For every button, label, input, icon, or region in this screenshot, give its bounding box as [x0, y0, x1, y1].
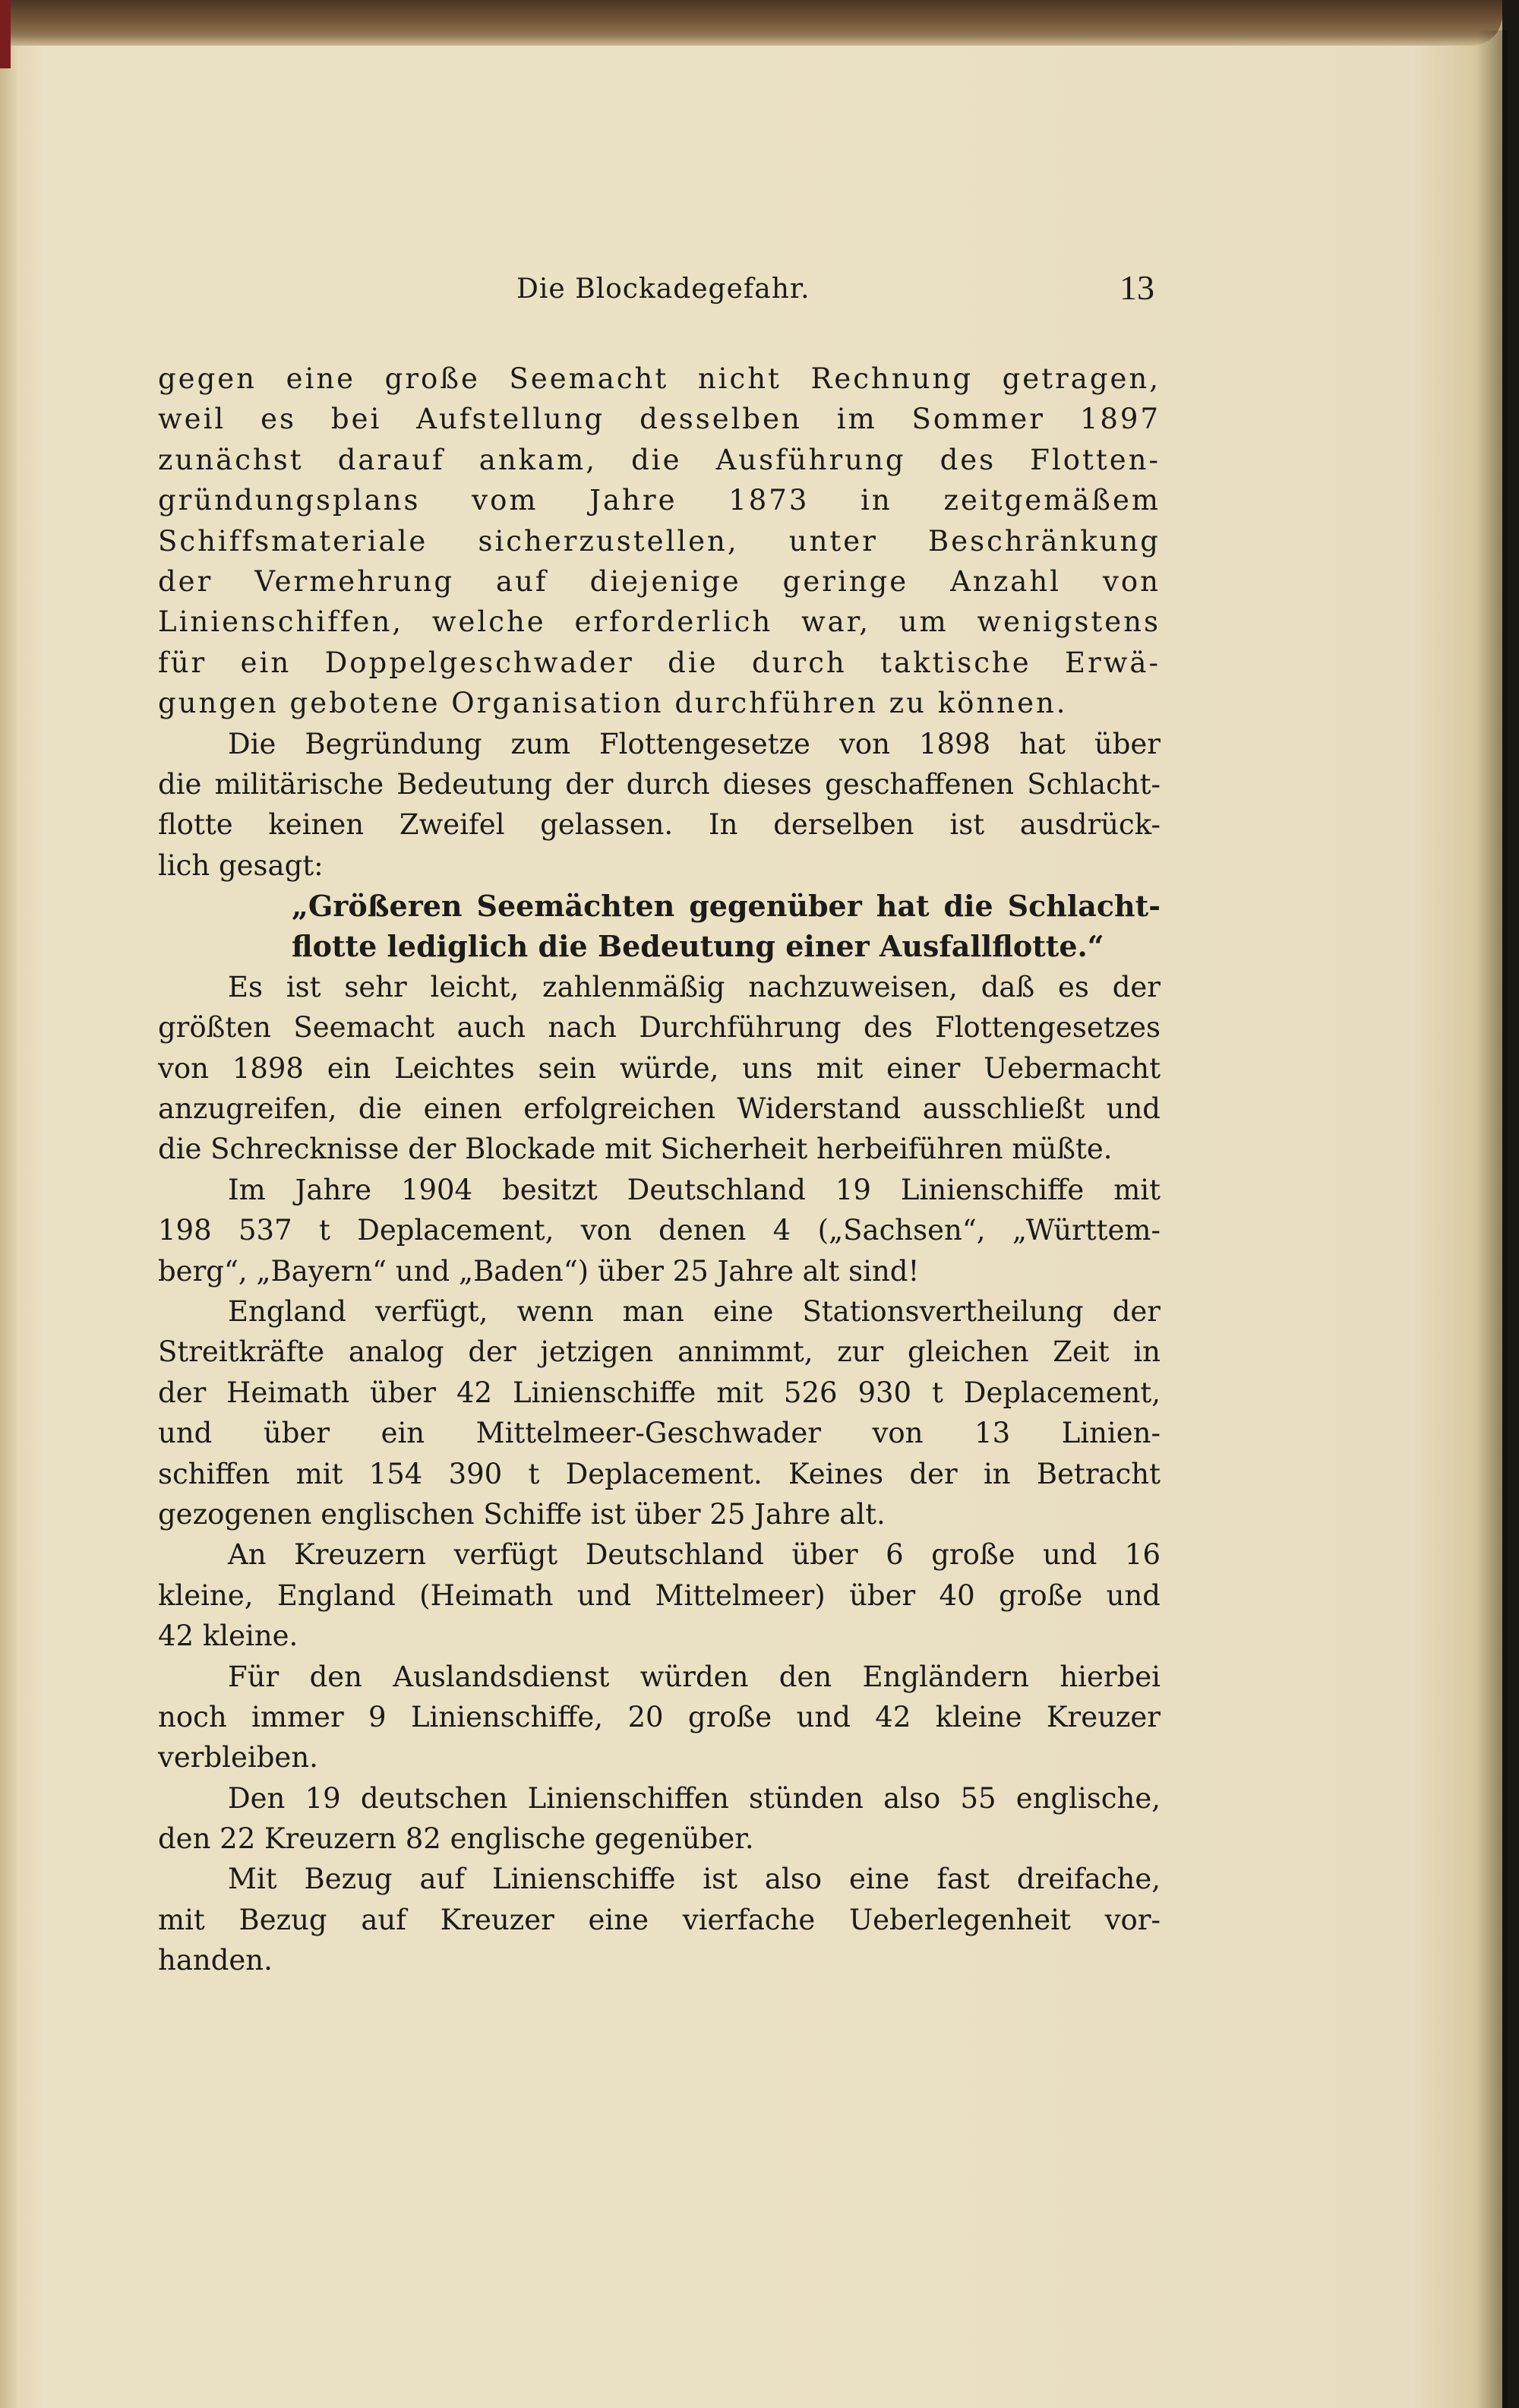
quote-line: flotte lediglich die Bedeutung einer Ausfallflotte.“ [292, 929, 1104, 964]
paragraph-start: An Kreuzern verfügt Deutschland über 6 große und 16 [228, 1538, 1161, 1572]
paragraph-start: England verfügt, wenn man eine Stationsvertheilung der [228, 1294, 1161, 1328]
text-line: Streitkräfte analog der jetzigen annimmt, zur gleichen Zeit in [158, 1335, 1161, 1369]
text-line: den 22 Kreuzern 82 englische gegenüber. [158, 1822, 754, 1856]
text-line: der Vermehrung auf diejenige geringe Anzahl von [158, 564, 1161, 598]
running-head [152, 268, 1154, 319]
quote-line: „Größeren Seemächten gegenüber hat die Schlacht- [292, 889, 1161, 924]
text-line: der Heimath über 42 Linienschiffe mit 526 930 t Deplacement, [158, 1376, 1161, 1409]
text-line: gezogenen englischen Schiffe ist über 25 Jahre alt. [158, 1497, 886, 1531]
paragraph-start: Den 19 deutschen Linienschiffen stünden also 55 englische, [228, 1781, 1161, 1815]
text-line: lich gesagt: [158, 848, 324, 882]
text-line: die militärische Bedeutung der durch dieses geschaffenen Schlacht- [158, 767, 1161, 801]
text-line: 198 537 t Deplacement, von denen 4 („Sachsen“, „Württem- [158, 1214, 1161, 1247]
paragraph-start: Die Begründung zum Flottengesetze von 1898 hat über [228, 727, 1161, 760]
paragraph-start: Im Jahre 1904 besitzt Deutschland 19 Linienschiffe mit [228, 1173, 1161, 1206]
paragraph-start: Mit Bezug auf Linienschiffe ist also eine fast dreifache, [228, 1863, 1161, 1896]
text-line: 42 kleine. [158, 1620, 298, 1653]
text-line: gegen eine große Seemacht nicht Rechnung getragen, [158, 362, 1161, 395]
text-line: anzugreifen, die einen erfolgreichen Widerstand ausschließt und [158, 1092, 1161, 1126]
text-line: von 1898 ein Leichtes sein würde, uns mit einer Uebermacht [158, 1051, 1161, 1085]
paragraph-start: Es ist sehr leicht, zahlenmäßig nachzuweisen, daß es der [228, 970, 1161, 1003]
text-line: noch immer 9 Linienschiffe, 20 große und 42 kleine Kreuzer [158, 1700, 1161, 1733]
text-line: Schiffsmateriale sicherzustellen, unter Beschränkung [158, 524, 1161, 558]
text-line: gungen gebotene Organisation durchführen zu können. [158, 687, 1068, 720]
text-line: Linienschiffen, welche erforderlich war, um wenigstens [158, 605, 1161, 639]
text-line: verbleiben. [158, 1741, 318, 1774]
text-line: handen. [158, 1944, 273, 1977]
text-line: die Schrecknisse der Blockade mit Sicherheit herbeiführen müßte. [158, 1133, 1113, 1166]
text-line: für ein Doppelgeschwader die durch taktische Erwä- [158, 646, 1161, 679]
body-text [158, 359, 1161, 1981]
running-title: Die Blockadegefahr. [516, 273, 810, 305]
text-line: flotte keinen Zweifel gelassen. In derselben ist ausdrück- [158, 808, 1161, 842]
text-line: schiffen mit 154 390 t Deplacement. Keines der in Betracht [158, 1457, 1161, 1490]
text-line: zunächst darauf ankam, die Ausführung des Flotten- [158, 443, 1161, 476]
page-number: 13 [1120, 268, 1154, 307]
text-line: und über ein Mittelmeer-Geschwader von 13 Linien- [158, 1417, 1161, 1450]
text-line: weil es bei Aufstellung desselben im Sommer 1897 [158, 403, 1161, 436]
text-line: berg“, „Bayern“ und „Baden“) über 25 Jahre alt sind! [158, 1254, 920, 1288]
text-line: mit Bezug auf Kreuzer eine vierfache Ueberlegenheit vor- [158, 1903, 1161, 1936]
text-line: gründungsplans vom Jahre 1873 in zeitgemäßem [158, 484, 1161, 517]
text-line: kleine, England (Heimath und Mittelmeer) über 40 große und [158, 1578, 1161, 1612]
paragraph-start: Für den Auslandsdienst würden den Engländern hierbei [228, 1660, 1161, 1693]
text-line: größten Seemacht auch nach Durchführung des Flottengesetzes [158, 1011, 1161, 1044]
